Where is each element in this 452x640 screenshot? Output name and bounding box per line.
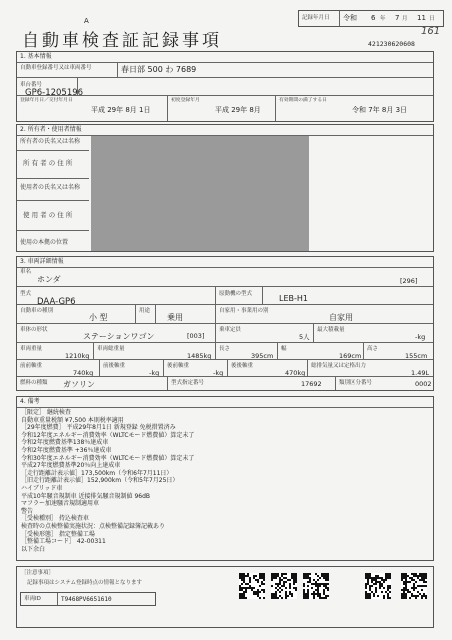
weight-label: 車両重量 — [20, 346, 43, 352]
vin-label: 車台番号 — [20, 82, 43, 88]
rear-front-axle-label: 後前軸重 — [167, 363, 190, 369]
width-value: 169cm — [339, 352, 362, 360]
first-reg-value: 平成 29年 8月 1日 — [91, 106, 151, 114]
front-rear-axle-value: -kg — [149, 369, 160, 377]
handwritten-note: 161 — [421, 26, 441, 37]
remark-line: ［受検形態］ 指定整備工場 — [21, 530, 95, 538]
front-axle-label: 前前軸重 — [20, 363, 43, 369]
spec-number-label: 型式指定番号 — [171, 380, 205, 386]
remark-line: ［限定］ 継続検査 — [21, 409, 71, 416]
remark-line: 平成10年騒音規制車 近接排気騒音規制値 96dB — [21, 492, 151, 500]
qr-code-5 — [401, 573, 427, 599]
vehicle-id-box — [20, 592, 156, 606]
weight-value: 1210kg — [65, 352, 90, 360]
remark-line: 警告 — [21, 507, 34, 515]
class-number-value: 0002 — [415, 380, 432, 388]
record-year: 6 — [371, 14, 376, 22]
engine-label: 原動機の型式 — [219, 291, 253, 297]
capacity-value: 5人 — [299, 333, 310, 341]
rear-front-axle-value: -kg — [213, 369, 224, 377]
remarks-section — [16, 396, 434, 561]
remark-line: 令和2年度燃費基準138％達成車 — [21, 439, 109, 447]
basic-section-title: 1. 基本情報 — [20, 53, 52, 60]
expiry-label: 有効期間の満了する日 — [279, 98, 327, 103]
rear-axle-label: 後後軸重 — [231, 363, 254, 369]
maker-code: [296] — [400, 277, 418, 285]
remark-line: 以下余白 — [21, 545, 46, 553]
remark-line: ［受検種別］ 持込検査車 — [21, 515, 89, 523]
remark-line: 令和12年度エネルギー消費効率（WLTCモード燃費値）算定未了 — [21, 431, 195, 439]
remarks-section-title: 4. 備考 — [20, 398, 40, 405]
vehicle-id-value: T9468PV6651610 — [61, 596, 112, 603]
remark-line: 自動車重量税額 ¥7,500 本則税率適用 — [21, 416, 124, 424]
front-rear-axle-label: 前後軸重 — [103, 363, 126, 369]
user-addr-label: 使 用 者 の 住 所 — [23, 211, 73, 219]
remark-line: 平成27年度燃費基準20％向上達成車 — [21, 462, 121, 470]
record-date-label: 記録年月日 — [302, 15, 330, 21]
height-label: 高さ — [367, 346, 379, 352]
maker-label: 車名 — [20, 269, 32, 275]
qr-code-3 — [303, 573, 329, 599]
remark-line: マフラー加速騒音規制適用車 — [21, 500, 100, 508]
body-value: ステーションワゴン — [83, 332, 155, 341]
front-axle-value: 740kg — [73, 369, 94, 377]
remark-line: ハイブリッド車 — [21, 484, 63, 492]
base-location-label: 使用の本拠の位置 — [20, 239, 69, 246]
kind-value: 小 型 — [89, 313, 108, 322]
body-code: [003] — [187, 332, 205, 340]
reg-number-value: 春日部 500 わ 7689 — [121, 65, 197, 74]
notice-box — [16, 566, 434, 628]
fuel-value: ガソリン — [63, 380, 95, 389]
use-value: 乗用 — [167, 313, 183, 322]
max-load-label: 最大積載量 — [317, 327, 345, 333]
remark-line: ［旧走行距離計表示値］152,900km（令和5年7月25日） — [21, 477, 179, 485]
redacted-owner-info — [91, 136, 309, 251]
qr-code-4 — [365, 573, 391, 599]
displacement-value: 1.49L — [411, 369, 430, 377]
vehicle-id-label: 車両ID — [24, 596, 41, 602]
user-name-label: 使用者の氏名又は名称 — [20, 184, 81, 191]
length-value: 395cm — [251, 352, 274, 360]
class-number-label: 類別区分番号 — [339, 380, 373, 386]
displacement-label: 総排気量又は定格出力 — [311, 363, 367, 369]
remark-line: ［整備工場コード］ 42-00311 — [21, 538, 106, 546]
body-label: 車体の形状 — [20, 327, 48, 333]
private-label: 自家用・事業用の別 — [219, 308, 269, 314]
record-month: 7 — [395, 14, 400, 22]
length-label: 長さ — [219, 346, 231, 352]
rear-axle-value: 470kg — [285, 369, 306, 377]
notice-text: 記録事項はシステム登録時点の情報となります — [27, 580, 142, 586]
document-number: 421230620608 — [368, 40, 415, 48]
model-label: 型式 — [20, 291, 32, 297]
fuel-label: 燃料の種類 — [20, 380, 48, 386]
remark-line: ［走行距離計表示値］173,500km（令和6年7月11日） — [21, 469, 173, 477]
vin-value: GP6-1205196 — [25, 88, 84, 98]
first-year-value: 平成 29年 8月 — [215, 106, 261, 114]
reg-number-label: 自動車登録番号又は車両番号 — [20, 65, 92, 71]
spec-number-value: 17692 — [301, 380, 322, 388]
maker-value: ホンダ — [37, 275, 61, 284]
owner-section-title: 2. 所有者・使用者情報 — [20, 126, 82, 133]
model-value: DAA-GP6 — [37, 297, 76, 307]
engine-value: LEB-H1 — [279, 294, 308, 303]
remark-line: 令和30年度エネルギー消費効率（WLTCモード燃費値）算定未了 — [21, 454, 195, 462]
gross-weight-label: 車両総重量 — [97, 346, 125, 352]
width-label: 幅 — [281, 346, 287, 352]
gross-weight-value: 1485kg — [187, 352, 212, 360]
page-title: 自動車検査証記録事項 — [22, 31, 222, 51]
owner-name-label: 所有者の氏名又は名称 — [20, 138, 81, 145]
max-load-value: -kg — [415, 333, 426, 341]
first-reg-label: 登録年月日／交付年月日 — [20, 98, 73, 103]
qr-code-1 — [239, 573, 265, 599]
private-value: 自家用 — [329, 313, 353, 322]
vehicle-section-title: 3. 車両詳細情報 — [20, 258, 64, 265]
remark-line: 令和2年度燃費基準 +36％達成車 — [21, 446, 112, 454]
vehicle-details-section — [16, 256, 434, 391]
expiry-value: 令和 7年 8月 3日 — [352, 106, 408, 114]
top-mark: A — [84, 17, 89, 25]
remark-line: ［29年度燃費］ 平成29年8月1日 新規登録 免税措置済み — [21, 424, 176, 432]
record-day: 11 — [417, 14, 426, 22]
owner-user-section — [16, 124, 434, 252]
first-year-label: 初度登録年月 — [171, 98, 200, 103]
capacity-label: 乗車定員 — [219, 327, 242, 333]
owner-addr-label: 所 有 者 の 住 所 — [23, 159, 73, 167]
qr-code-2 — [271, 573, 297, 599]
height-value: 155cm — [405, 352, 428, 360]
remark-line: 検査時の点検整備実施状況：点検整備記録簿記載あり — [21, 522, 166, 530]
kind-label: 自動車の種別 — [20, 308, 54, 314]
notice-title: ［注意事項］ — [21, 570, 55, 576]
record-era: 令和 — [343, 14, 357, 22]
remarks-list — [21, 409, 194, 553]
basic-info-section — [16, 51, 434, 122]
use-label: 用途 — [139, 308, 151, 314]
record-date-box: 記録年月日 令和 6 年 7 月 11 日 — [298, 10, 444, 27]
